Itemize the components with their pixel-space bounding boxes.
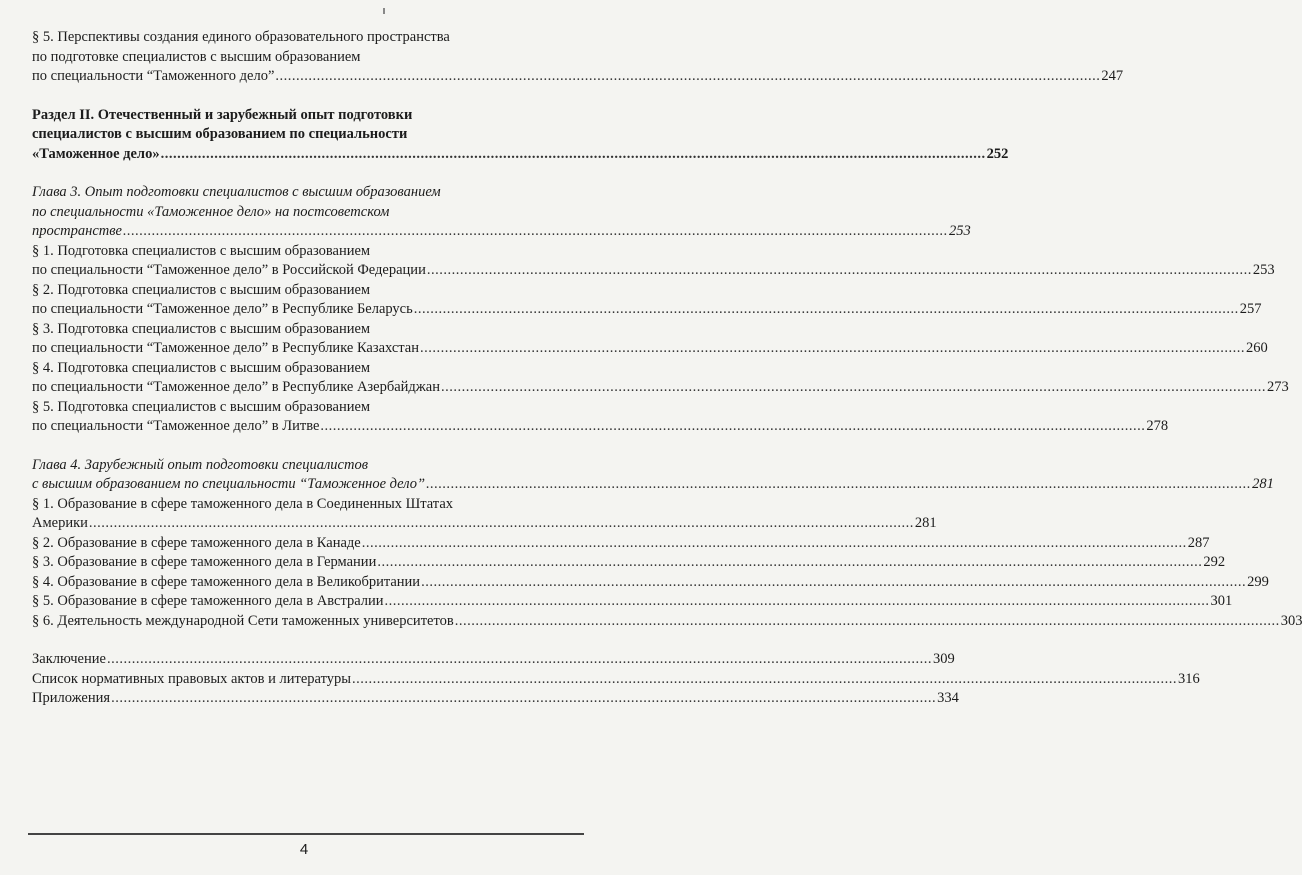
toc-entry-ch4-s5 [32,592,1233,612]
toc-line: специалистов с высшим образованием по специальности [32,126,408,142]
dot-leader: ........................................................................................................................................................................................................ [421,573,1247,590]
dot-leader: ........................................................................................................................................................................................................ [426,262,1252,278]
toc-entry-ch4-s2 [32,534,1210,554]
toc-entry-ch3-s1 [32,242,1275,281]
toc-page-number: 252 [986,145,1009,162]
toc-page-number: 299 [1247,573,1269,590]
toc-entry-ch4-s1 [32,495,937,534]
dot-leader: ........................................................................................................................................................................................................ [361,534,1187,551]
toc-line: § 5. Подготовка специалистов с высшим образованием [32,398,371,415]
toc-entry-ch4-s6 [32,612,1302,632]
toc-entry-literature [32,670,1200,690]
toc-entry-s5-common-space [32,28,1124,87]
dot-leader: ........................................................................................................................................................................................................ [275,68,1101,84]
toc-entry-ch3-s4 [32,359,1289,398]
toc-line: § 6. Деятельность международной Сети таможенных университетов [32,612,454,629]
toc-line: Глава 4. Зарубежный опыт подготовки специалистов [32,456,368,473]
toc-entry-ch3-s2 [32,281,1262,320]
toc-entry-ch4-s4 [32,573,1269,593]
toc-line: § 1. Образование в сфере таможенного дела в Соединенных Штатах [32,495,454,512]
toc-line: по специальности «Таможенное дело» на постсоветском [32,203,390,220]
toc-line: по специальности “Таможенное дело” в Республике Беларусь [32,301,413,317]
toc-line: пространстве [32,223,122,239]
toc-page-number: 316 [1177,670,1200,687]
scan-speck [383,8,385,14]
toc-line: по специальности “Таможенное дело” в Республике Азербайджан [32,379,440,395]
toc-line: § 3. Подготовка специалистов с высшим образованием [32,320,371,337]
toc-line: по специальности “Таможенное дело” в Литве [32,418,320,434]
toc-line: Раздел II. Отечественный и зарубежный опыт подготовки [32,106,413,123]
toc-line: Список нормативных правовых актов и литературы [32,670,351,687]
dot-leader: ........................................................................................................................................................................................................ [123,223,948,239]
toc-line: § 5. Перспективы создания единого образовательного пространства [32,29,450,45]
toc-line: по специальности “Таможенного дело” [32,68,275,84]
toc-line: с высшим образованием по специальности “Таможенное дело” [32,476,426,492]
toc-entry-section-2 [32,106,1009,165]
toc-entry-chapter-4 [32,456,1274,495]
toc-page-number: 292 [1203,554,1226,570]
toc-page-number: 253 [1252,262,1275,278]
dot-leader: ........................................................................................................................................................................................................ [441,379,1266,395]
toc-entry-ch3-s3 [32,320,1268,359]
toc-page-number: 273 [1267,379,1289,395]
toc-entry-appendices [32,689,959,709]
toc-line: Америки [32,515,88,531]
toc-entry-ch3-s5 [32,398,1169,437]
toc-page-number: 334 [937,690,959,706]
dot-leader: ........................................................................................................................................................................................................ [106,651,932,667]
page-number: 4 [299,841,309,858]
table-of-contents [32,28,1302,709]
toc-page-number: 257 [1239,301,1262,317]
dot-leader: ........................................................................................................................................................................................................ [88,515,914,531]
toc-page-number: 247 [1101,68,1124,84]
dot-leader: ........................................................................................................................................................................................................ [111,690,937,706]
toc-page-number: 260 [1246,340,1268,356]
toc-line: § 2. Образование в сфере таможенного дела в Канаде [32,534,361,551]
toc-line: § 1. Подготовка специалистов с высшим образованием [32,242,371,259]
toc-line: по подготовке специалистов с высшим образованием [32,48,361,65]
toc-page-number: 287 [1187,534,1210,551]
toc-entry-chapter-3 [32,183,971,242]
dot-leader: ........................................................................................................................................................................................................ [351,670,1177,687]
dot-leader: ........................................................................................................................................................................................................ [413,301,1239,317]
dot-leader: ........................................................................................................................................................................................................ [384,593,1210,609]
toc-line: § 5. Образование в сфере таможенного дела в Австралии [32,593,384,609]
dot-leader: ........................................................................................................................................................................................................ [420,340,1245,356]
toc-page-number: 253 [949,223,971,239]
dot-leader: ........................................................................................................................................................................................................ [426,476,1252,492]
toc-line: Заключение [32,651,106,667]
toc-entry-conclusion [32,650,955,670]
toc-page-number: 281 [1252,476,1274,492]
toc-page-number: 281 [914,515,937,531]
dot-leader: ........................................................................................................................................................................................................ [320,418,1146,434]
toc-line: § 3. Образование в сфере таможенного дела в Германии [32,554,377,570]
dot-leader: ........................................................................................................................................................................................................ [160,145,986,162]
toc-entry-ch4-s3 [32,553,1226,573]
toc-line: § 4. Подготовка специалистов с высшим образованием [32,359,371,376]
toc-page-number: 309 [932,651,955,667]
toc-line: § 4. Образование в сфере таможенного дела в Великобритании [32,573,421,590]
toc-line: по специальности “Таможенное дело” в Российской Федерации [32,262,426,278]
toc-line: по специальности “Таможенное дело” в Республике Казахстан [32,340,419,356]
toc-page-number: 303 [1280,612,1302,629]
toc-line: Глава 3. Опыт подготовки специалистов с высшим образованием [32,184,441,200]
toc-line: «Таможенное дело» [32,145,160,162]
footer-rule [28,833,584,835]
toc-line: Приложения [32,690,111,706]
toc-page-number: 278 [1146,418,1169,434]
toc-line: § 2. Подготовка специалистов с высшим образованием [32,281,371,298]
dot-leader: ........................................................................................................................................................................................................ [454,612,1280,629]
toc-page-number: 301 [1210,593,1233,609]
dot-leader: ........................................................................................................................................................................................................ [377,554,1203,570]
